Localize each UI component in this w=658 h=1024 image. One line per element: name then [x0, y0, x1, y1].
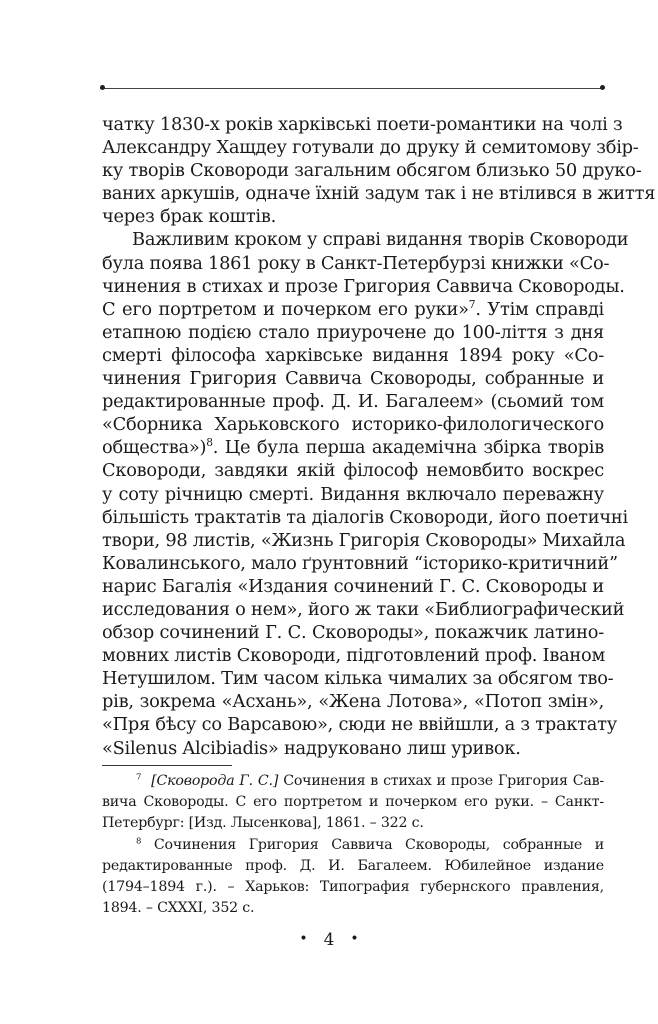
text-line: ваних аркушів, одначе їхній задум так і не втілився в життя: [102, 183, 656, 205]
header-rule-dot-right: [600, 85, 605, 90]
footnote-line: вича Сковороды. С его портретом и почерком его руки. – Санкт-: [102, 794, 604, 811]
text-line: чинения в стихах и прозе Григория Саввича Сковороды.: [102, 275, 625, 297]
text-fragment: . Це була перша академічна збірка творів: [212, 437, 604, 459]
text-fragment: . Утім справді: [475, 298, 604, 320]
footnote-ref-8[interactable]: 8: [206, 436, 213, 450]
text-line: исследования о нем», його ж таки «Библиографический: [102, 598, 625, 620]
page-number-value: 4: [323, 930, 335, 950]
text-line: «Silenus Alcibiadis» надруковано лиш уривок.: [102, 737, 521, 759]
footnote-separator: [102, 765, 232, 766]
text-line: чатку 1830-х років харківські поети-романтики на чолі з: [102, 114, 623, 135]
text-line: чинения Григория Саввича Сковороды, собранные и: [102, 368, 604, 390]
bullet-right: •: [350, 931, 359, 947]
text-line: через брак коштів.: [102, 206, 277, 228]
footnote-line: [102, 835, 604, 856]
footnote-number: 7: [136, 772, 142, 783]
text-line: [102, 298, 604, 321]
footnote-ref-7[interactable]: 7: [468, 297, 476, 311]
text-line: «Пря бѣсу со Варсавою», сюди не ввійшли, а з трактату: [102, 714, 617, 736]
page-number: [0, 930, 658, 950]
paragraph-1: [102, 113, 656, 228]
paragraph-2: [102, 228, 629, 759]
text-line: Нетушилом. Тим часом кілька чималих за обсягом тво-: [102, 668, 614, 690]
text-line: смерті філософа харківське видання 1894 року «Со-: [102, 344, 604, 366]
text-line: у соту річницю смерті. Видання включало переважну: [102, 483, 604, 505]
footnotes: [102, 771, 604, 919]
text-line: «Сборника Харьковского историко-филологического: [102, 414, 604, 436]
text-line: [102, 436, 604, 459]
text-line: обзор сочинений Г. С. Сковороды», покажчик латино-: [102, 622, 604, 644]
text-line: була поява 1861 року в Санкт-Петербурзі книжки «Со-: [102, 252, 610, 274]
text-fragment: С его портретом и почерком его руки»: [102, 298, 469, 320]
body-text: [102, 113, 656, 760]
text-line: нарис Багалія «Издания сочинений Г. С. Сковороды и: [102, 575, 604, 597]
footnote-line: Петербург: [Изд. Лысенкова], 1861. – 322 с.: [102, 815, 424, 832]
text-line: Сковороди, завдяки якій філософ немовбито воскрес: [102, 460, 604, 482]
footnote-line: редактированные проф. Д. И. Багалеем. Юбилейное издание: [102, 857, 604, 874]
text-line: Ковалинського, мало ґрунтовний “історико-критичний”: [102, 552, 618, 574]
text-line: рів, зокрема «Асхань», «Жена Лотова», «Потоп змін»,: [102, 691, 604, 713]
footnote-text: Сочинения Григория Саввича Сковороды, собранные и: [153, 836, 604, 853]
footnote-text: Сочинения в стихах и прозе Григория Сав-: [283, 773, 605, 789]
text-fragment: общества»): [102, 437, 207, 459]
header-rule: [100, 88, 604, 89]
text-line: ку творів Сковороди загальним обсягом близько 50 друко-: [102, 160, 642, 182]
footnote-line: 1894. – CXXXI, 352 с.: [102, 900, 255, 917]
text-line: етапною подією стало приурочене до 100-ліття з дня: [102, 321, 604, 343]
text-line: твори, 98 листів, «Жизнь Григорія Сковороды» Михайла: [102, 529, 626, 551]
footnote-7: [102, 771, 604, 835]
text-line: мовних листів Сковороди, підготовлений проф. Іваном: [102, 645, 606, 667]
text-line: Важливим кроком у справі видання творів Сковороди: [132, 229, 629, 251]
text-line: Александру Хащдеу готували до друку й семитомову збір-: [102, 137, 639, 159]
bullet-left: •: [299, 931, 308, 947]
header-rule-dot-left: [100, 85, 105, 90]
footnote-8: [102, 835, 604, 920]
text-line: більшість трактатів та діалогів Сковороди, його поетичні: [102, 506, 628, 528]
footnote-number: 8: [136, 835, 142, 846]
footnote-line: [102, 771, 604, 792]
text-line: редактированные проф. Д. И. Багалеем» (сьомий том: [102, 391, 604, 413]
footnote-author: [Сковорода Г. С.]: [151, 773, 279, 789]
footnote-line: (1794–1894 г.). – Харьков: Типография губернского правления,: [102, 879, 604, 896]
